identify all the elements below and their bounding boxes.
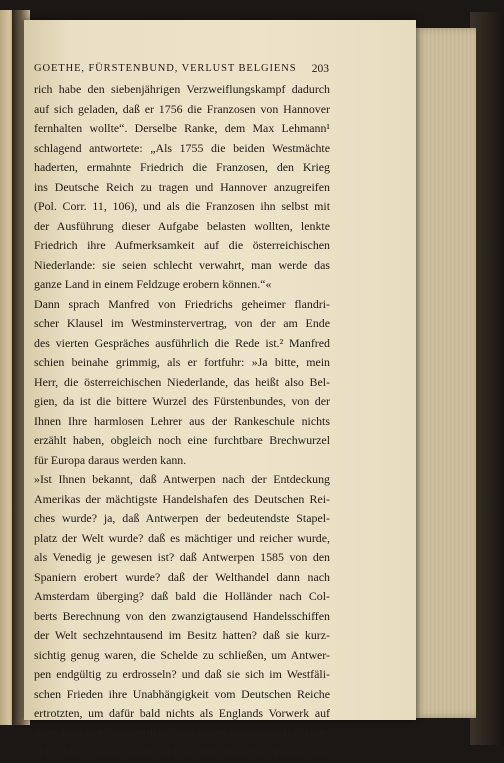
text-line: der Ausführung dieser Aufgabe belasten wollten, lenkte	[34, 218, 330, 233]
text-line: der Welt sechzehntausend im Besitz hatten? daß sie kurz-	[34, 628, 330, 642]
text-line: »Ist Ihnen bekannt, daß Antwerpen nach der Entdeckung	[34, 472, 330, 486]
text-line: Amerikas der mächtigste Handelshafen des Deutschen Rei-	[34, 491, 330, 506]
text-line: platz der Welt wurde? daß es mächtiger und reicher wurde,	[34, 530, 330, 545]
body-text	[34, 80, 330, 763]
text-line: schen Frieden ihre Unabhängigkeit vom Deutschen Reiche	[34, 686, 330, 701]
text-line: als Venedig je gewesen ist? daß Antwerpen 1585 von den	[34, 550, 330, 564]
text-line: berts Berechnung von den zwanzigtausend Handelsschiffen	[34, 608, 330, 623]
text-line: gien, da ist die bittere Wurzel des Fürstenbundes, von der	[34, 394, 330, 408]
text-line: Niederlande: sie seien schlecht verwahrt, man werde das	[34, 257, 330, 272]
text-line: Amsterdam überging? daß bald die Holländer nach Col-	[34, 589, 330, 603]
text-line: pen endgültig zu erdrosseln? und daß sie sich im Westfäli-	[34, 667, 330, 681]
text-line: Dann sprach Manfred von Friedrichs geheimer flandri-	[34, 296, 330, 311]
text-line: erzählt haben, obgleich noch eine furchtbare Brechwurzel	[34, 433, 330, 447]
text-line: ähnlichkeit bange wurde und sie den deutschen Kaiser wie-	[34, 745, 330, 759]
text-line: Friedrich ihre Aufmerksamkeit auf die österreichischen	[34, 238, 330, 252]
text-line: haderten, ermahnte Friedrich die Franzosen, den Krieg	[34, 160, 330, 174]
running-header: GOETHE, FÜRSTENBUND, VERLUST BELGIENS	[34, 63, 297, 74]
text-line: schien beinahe grimmig, als er fortfuhr: »Ja bitte, mein	[34, 355, 330, 369]
text-line: sichtig genug waren, die Schelde zu schließen, um Antwer-	[34, 647, 330, 662]
text-line: dem Festlande zu werden? daß ihnen dann um ihre Gott-	[34, 725, 330, 740]
text-line: auf sich geladen, daß er 1756 die Franzosen von Hannover	[34, 101, 330, 116]
text-line: für Europa daraus werden kann.	[34, 452, 187, 467]
text-line: (Pol. Corr. 11, 106), und als die Franzosen ihn selbst mit	[34, 199, 330, 213]
page-edges	[412, 28, 476, 718]
text-line: schlagend antwortete: „Als 1755 die beiden Westmächte	[34, 140, 330, 155]
text-line: Herr, die österreichischen Niederlande, das heißt also Bel-	[34, 374, 330, 389]
text-line: Ihnen Ihre harmlosen Lehrer aus der Rankeschule nichts	[34, 413, 330, 428]
text-line: ertrotzten, um dafür bald nichts als Englands Vorwerk auf	[34, 706, 330, 720]
page-number: 203	[311, 63, 329, 75]
text-line: ins Deutsche Reich zu tragen und Hannover anzugreifen	[34, 179, 330, 194]
text-line: Spaniern erobert wurde? daß der Welthandel dann nach	[34, 569, 330, 584]
text-line: ganze Land in einem Feldzuge erobern können.“«	[34, 277, 272, 291]
text-line: fernhalten wollte“. Derselbe Ranke, dem Max Lehmann¹	[34, 121, 330, 135]
text-line: des vierten Gespräches ausführlich die Rede ist.² Manfred	[34, 335, 330, 350]
text-line: rich habe den siebenjährigen Verzweiflungskampf dadurch	[34, 82, 330, 96]
text-line: scher Klausel im Westminstervertrag, von der am Ende	[34, 316, 330, 330]
text-line: ches wurde? ja, daß Antwerpen der bedeutendste Stapel-	[34, 511, 330, 525]
